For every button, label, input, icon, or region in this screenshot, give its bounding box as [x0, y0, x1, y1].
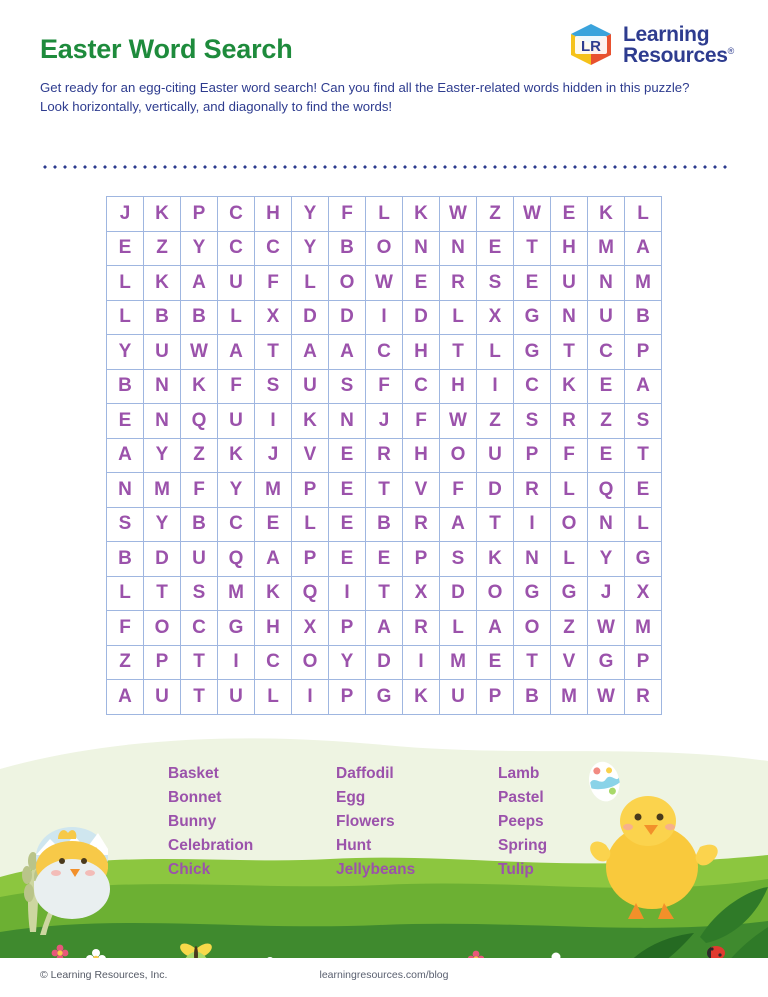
- grid-cell[interactable]: T: [477, 507, 514, 542]
- grid-cell[interactable]: V: [551, 645, 588, 680]
- grid-cell[interactable]: T: [514, 645, 551, 680]
- grid-cell[interactable]: K: [477, 542, 514, 577]
- grid-cell[interactable]: O: [477, 576, 514, 611]
- grid-cell[interactable]: A: [255, 542, 292, 577]
- grid-row: [107, 611, 662, 646]
- grid-row: [107, 231, 662, 266]
- grid-cell[interactable]: Z: [477, 404, 514, 439]
- list-item: Daffodil: [336, 765, 394, 782]
- grid-cell[interactable]: O: [144, 611, 181, 646]
- grid-cell[interactable]: M: [440, 645, 477, 680]
- grid-cell[interactable]: W: [588, 611, 625, 646]
- grid-cell[interactable]: S: [625, 404, 662, 439]
- grid-cell[interactable]: K: [144, 266, 181, 301]
- list-item: Chick: [168, 861, 211, 878]
- grid-cell[interactable]: Y: [107, 335, 144, 370]
- grid-cell[interactable]: M: [144, 473, 181, 508]
- grid-cell[interactable]: I: [292, 680, 329, 715]
- grid-cell[interactable]: N: [107, 473, 144, 508]
- grid-cell[interactable]: A: [329, 335, 366, 370]
- grid-cell[interactable]: Y: [588, 542, 625, 577]
- grid-cell[interactable]: M: [588, 231, 625, 266]
- grid-cell[interactable]: T: [625, 438, 662, 473]
- grid-cell[interactable]: U: [144, 335, 181, 370]
- grid-cell[interactable]: G: [514, 576, 551, 611]
- grid-cell[interactable]: P: [329, 680, 366, 715]
- grid-cell[interactable]: E: [329, 473, 366, 508]
- grid-cell[interactable]: N: [514, 542, 551, 577]
- grid-cell[interactable]: Q: [588, 473, 625, 508]
- grid-cell[interactable]: J: [366, 404, 403, 439]
- grid-cell[interactable]: O: [551, 507, 588, 542]
- grid-cell[interactable]: O: [440, 438, 477, 473]
- grid-cell[interactable]: G: [551, 576, 588, 611]
- grid-cell[interactable]: G: [218, 611, 255, 646]
- grid-cell[interactable]: Z: [477, 197, 514, 232]
- grid-cell[interactable]: H: [440, 369, 477, 404]
- logo-line-1: Learning: [622, 23, 710, 46]
- grid-cell[interactable]: N: [329, 404, 366, 439]
- list-item: Hunt: [336, 837, 372, 854]
- grid-row: [107, 266, 662, 301]
- grid-cell[interactable]: R: [514, 473, 551, 508]
- grid-cell[interactable]: P: [181, 197, 218, 232]
- grid-cell[interactable]: H: [255, 611, 292, 646]
- grid-cell[interactable]: F: [366, 369, 403, 404]
- grid-cell[interactable]: T: [514, 231, 551, 266]
- grid-cell[interactable]: A: [181, 266, 218, 301]
- grid-cell[interactable]: A: [107, 438, 144, 473]
- grid-cell[interactable]: P: [625, 335, 662, 370]
- grid-cell[interactable]: D: [477, 473, 514, 508]
- grid-cell[interactable]: Y: [144, 507, 181, 542]
- grid-cell[interactable]: M: [218, 576, 255, 611]
- grid-cell[interactable]: G: [514, 335, 551, 370]
- grid-cell[interactable]: Z: [551, 611, 588, 646]
- grid-cell[interactable]: H: [403, 335, 440, 370]
- grid-cell[interactable]: B: [107, 369, 144, 404]
- grid-cell[interactable]: E: [514, 266, 551, 301]
- learning-resources-cube-icon: [568, 22, 614, 68]
- grid-cell[interactable]: L: [218, 300, 255, 335]
- grid-cell[interactable]: R: [403, 611, 440, 646]
- grid-cell[interactable]: Y: [181, 231, 218, 266]
- grid-cell[interactable]: L: [625, 507, 662, 542]
- bottom-illustration-scene: [0, 727, 768, 992]
- grid-cell[interactable]: T: [366, 473, 403, 508]
- grid-cell[interactable]: F: [440, 473, 477, 508]
- grid-cell[interactable]: X: [403, 576, 440, 611]
- page-footer: [0, 958, 768, 992]
- grid-row: [107, 300, 662, 335]
- grid-cell[interactable]: R: [366, 438, 403, 473]
- list-item: Flowers: [336, 813, 395, 830]
- grid-cell[interactable]: S: [181, 576, 218, 611]
- grid-row: [107, 507, 662, 542]
- grid-cell[interactable]: W: [588, 680, 625, 715]
- grid-cell[interactable]: K: [403, 197, 440, 232]
- grid-cell[interactable]: E: [625, 473, 662, 508]
- grid-cell[interactable]: C: [181, 611, 218, 646]
- grid-cell[interactable]: I: [403, 645, 440, 680]
- grid-cell[interactable]: N: [144, 369, 181, 404]
- list-item: Basket: [168, 765, 219, 782]
- grid-cell[interactable]: G: [588, 645, 625, 680]
- grid-cell[interactable]: S: [255, 369, 292, 404]
- grid-cell[interactable]: E: [329, 542, 366, 577]
- word-search-grid-container: [106, 196, 662, 715]
- grid-cell[interactable]: U: [477, 438, 514, 473]
- grid-cell[interactable]: V: [403, 473, 440, 508]
- grid-cell[interactable]: F: [329, 197, 366, 232]
- grid-cell[interactable]: K: [551, 369, 588, 404]
- grid-cell[interactable]: P: [514, 438, 551, 473]
- grid-cell[interactable]: C: [218, 507, 255, 542]
- grid-cell[interactable]: L: [551, 473, 588, 508]
- grid-cell[interactable]: Z: [144, 231, 181, 266]
- grid-cell[interactable]: L: [625, 197, 662, 232]
- word-list-column-2: [336, 763, 498, 881]
- grid-cell[interactable]: E: [477, 645, 514, 680]
- grid-cell[interactable]: Z: [107, 645, 144, 680]
- grid-cell[interactable]: T: [181, 645, 218, 680]
- dotted-divider: [40, 164, 728, 170]
- grid-cell[interactable]: Z: [181, 438, 218, 473]
- word-list-column-1: [168, 763, 336, 881]
- word-search-grid[interactable]: [106, 196, 662, 715]
- grid-cell[interactable]: I: [218, 645, 255, 680]
- grid-cell[interactable]: E: [107, 231, 144, 266]
- grid-cell[interactable]: O: [366, 231, 403, 266]
- grid-row: [107, 335, 662, 370]
- grid-cell[interactable]: A: [625, 369, 662, 404]
- grid-cell[interactable]: I: [329, 576, 366, 611]
- grid-cell[interactable]: J: [588, 576, 625, 611]
- grid-cell[interactable]: C: [403, 369, 440, 404]
- grid-cell[interactable]: W: [514, 197, 551, 232]
- grid-cell[interactable]: S: [329, 369, 366, 404]
- grid-cell[interactable]: D: [440, 576, 477, 611]
- grid-cell[interactable]: K: [403, 680, 440, 715]
- grid-cell[interactable]: Y: [292, 231, 329, 266]
- grid-cell[interactable]: E: [588, 369, 625, 404]
- grid-cell[interactable]: R: [403, 507, 440, 542]
- grid-cell[interactable]: B: [107, 542, 144, 577]
- grid-cell[interactable]: U: [218, 266, 255, 301]
- grid-cell[interactable]: H: [255, 197, 292, 232]
- registered-mark: ®: [727, 46, 734, 56]
- grid-cell[interactable]: U: [144, 680, 181, 715]
- grid-cell[interactable]: B: [181, 300, 218, 335]
- grid-cell[interactable]: W: [181, 335, 218, 370]
- grid-cell[interactable]: S: [440, 542, 477, 577]
- grid-cell[interactable]: C: [255, 645, 292, 680]
- grid-cell[interactable]: R: [625, 680, 662, 715]
- grid-cell[interactable]: L: [477, 335, 514, 370]
- grid-cell[interactable]: A: [477, 611, 514, 646]
- list-item: Egg: [336, 789, 366, 806]
- grid-cell[interactable]: S: [107, 507, 144, 542]
- grid-cell[interactable]: B: [181, 507, 218, 542]
- grid-row: [107, 680, 662, 715]
- grid-row: [107, 576, 662, 611]
- grid-cell[interactable]: P: [477, 680, 514, 715]
- grid-cell[interactable]: U: [551, 266, 588, 301]
- grid-cell[interactable]: T: [255, 335, 292, 370]
- grid-cell[interactable]: K: [144, 197, 181, 232]
- grid-cell[interactable]: B: [625, 300, 662, 335]
- grid-cell[interactable]: T: [366, 576, 403, 611]
- grid-cell[interactable]: B: [144, 300, 181, 335]
- word-list-column-3: [498, 763, 618, 881]
- intro-text: Get ready for an egg-citing Easter word search! Can you find all the Easter-related words hidden in this puzzle? Look horizontally, vertically, and diagonally to find the words!: [40, 80, 690, 115]
- grid-cell[interactable]: W: [440, 197, 477, 232]
- grid-cell[interactable]: I: [255, 404, 292, 439]
- grid-cell[interactable]: R: [440, 266, 477, 301]
- grid-cell[interactable]: T: [551, 335, 588, 370]
- grid-cell[interactable]: D: [329, 300, 366, 335]
- grid-cell[interactable]: C: [255, 231, 292, 266]
- grid-cell[interactable]: V: [292, 438, 329, 473]
- grid-cell[interactable]: Y: [329, 645, 366, 680]
- grid-cell[interactable]: Y: [144, 438, 181, 473]
- grid-cell[interactable]: E: [477, 231, 514, 266]
- grid-row: [107, 197, 662, 232]
- list-item: Bunny: [168, 813, 217, 830]
- grid-cell[interactable]: D: [366, 645, 403, 680]
- list-item: Spring: [498, 837, 548, 854]
- grid-cell[interactable]: N: [588, 507, 625, 542]
- grid-cell[interactable]: P: [329, 611, 366, 646]
- grid-cell[interactable]: U: [181, 542, 218, 577]
- grid-cell[interactable]: T: [440, 335, 477, 370]
- grid-cell[interactable]: O: [292, 645, 329, 680]
- grid-cell[interactable]: F: [403, 404, 440, 439]
- grid-row: [107, 645, 662, 680]
- grid-cell[interactable]: A: [107, 680, 144, 715]
- grid-cell[interactable]: C: [218, 197, 255, 232]
- grid-cell[interactable]: C: [588, 335, 625, 370]
- logo-wordmark: [623, 24, 734, 66]
- grid-cell[interactable]: D: [292, 300, 329, 335]
- grid-cell[interactable]: P: [625, 645, 662, 680]
- footer-url[interactable]: learningresources.com/blog: [319, 969, 449, 981]
- list-item: Lamb: [498, 765, 540, 782]
- grid-cell[interactable]: H: [403, 438, 440, 473]
- grid-cell[interactable]: X: [292, 611, 329, 646]
- grid-cell[interactable]: A: [366, 611, 403, 646]
- copyright-text: © Learning Resources, Inc.: [40, 969, 168, 981]
- grid-cell[interactable]: Q: [292, 576, 329, 611]
- grid-cell[interactable]: B: [514, 680, 551, 715]
- grid-cell[interactable]: T: [181, 680, 218, 715]
- grid-cell[interactable]: A: [218, 335, 255, 370]
- grid-cell[interactable]: P: [292, 473, 329, 508]
- grid-cell[interactable]: K: [292, 404, 329, 439]
- grid-cell[interactable]: S: [477, 266, 514, 301]
- grid-cell[interactable]: Q: [218, 542, 255, 577]
- grid-cell[interactable]: I: [514, 507, 551, 542]
- grid-cell[interactable]: E: [107, 404, 144, 439]
- grid-cell[interactable]: M: [625, 611, 662, 646]
- grid-cell[interactable]: F: [551, 438, 588, 473]
- grid-cell[interactable]: N: [403, 231, 440, 266]
- grid-cell[interactable]: C: [366, 335, 403, 370]
- grid-cell[interactable]: P: [403, 542, 440, 577]
- grid-cell[interactable]: U: [218, 680, 255, 715]
- grid-cell[interactable]: Y: [218, 473, 255, 508]
- grid-cell[interactable]: E: [366, 542, 403, 577]
- grid-cell[interactable]: E: [255, 507, 292, 542]
- grid-cell[interactable]: Z: [588, 404, 625, 439]
- grid-row: [107, 473, 662, 508]
- grid-cell[interactable]: O: [329, 266, 366, 301]
- grid-cell[interactable]: K: [588, 197, 625, 232]
- grid-cell[interactable]: E: [329, 438, 366, 473]
- grid-cell[interactable]: U: [440, 680, 477, 715]
- grid-cell[interactable]: T: [144, 576, 181, 611]
- list-item: Tulip: [498, 861, 534, 878]
- grid-cell[interactable]: P: [292, 542, 329, 577]
- grid-cell[interactable]: M: [255, 473, 292, 508]
- grid-cell[interactable]: L: [255, 680, 292, 715]
- grid-cell[interactable]: P: [144, 645, 181, 680]
- grid-cell[interactable]: A: [440, 507, 477, 542]
- grid-cell[interactable]: O: [514, 611, 551, 646]
- grid-cell[interactable]: E: [403, 266, 440, 301]
- grid-cell[interactable]: B: [366, 507, 403, 542]
- word-list: [168, 763, 618, 881]
- grid-cell[interactable]: D: [403, 300, 440, 335]
- grid-cell[interactable]: L: [440, 611, 477, 646]
- grid-cell[interactable]: U: [588, 300, 625, 335]
- grid-cell[interactable]: L: [551, 542, 588, 577]
- grid-row: [107, 404, 662, 439]
- grid-cell[interactable]: F: [255, 266, 292, 301]
- grid-cell[interactable]: C: [514, 369, 551, 404]
- grid-cell[interactable]: X: [477, 300, 514, 335]
- grid-row: [107, 369, 662, 404]
- grid-cell[interactable]: U: [218, 404, 255, 439]
- grid-cell[interactable]: S: [514, 404, 551, 439]
- grid-cell[interactable]: F: [107, 611, 144, 646]
- grid-cell[interactable]: L: [107, 576, 144, 611]
- page-header: [0, 0, 768, 150]
- grid-cell[interactable]: D: [144, 542, 181, 577]
- grid-cell[interactable]: G: [625, 542, 662, 577]
- grid-cell[interactable]: X: [255, 300, 292, 335]
- grid-cell[interactable]: M: [625, 266, 662, 301]
- grid-cell[interactable]: I: [477, 369, 514, 404]
- grid-cell[interactable]: F: [218, 369, 255, 404]
- list-item: Bonnet: [168, 789, 222, 806]
- page-title: Easter Word Search: [40, 34, 293, 64]
- grid-cell[interactable]: N: [144, 404, 181, 439]
- grid-cell[interactable]: H: [551, 231, 588, 266]
- grid-cell[interactable]: J: [107, 197, 144, 232]
- grid-row: [107, 438, 662, 473]
- grid-cell[interactable]: R: [551, 404, 588, 439]
- grid-cell[interactable]: X: [625, 576, 662, 611]
- grid-cell[interactable]: L: [292, 507, 329, 542]
- grid-cell[interactable]: J: [255, 438, 292, 473]
- grid-cell[interactable]: G: [514, 300, 551, 335]
- grid-cell[interactable]: C: [218, 231, 255, 266]
- list-item: Jellybeans: [336, 861, 416, 878]
- grid-cell[interactable]: Y: [292, 197, 329, 232]
- grid-cell[interactable]: L: [366, 197, 403, 232]
- logo-line-2: Resources®: [622, 44, 734, 67]
- grid-cell[interactable]: Q: [181, 404, 218, 439]
- grid-cell[interactable]: E: [329, 507, 366, 542]
- grid-cell[interactable]: E: [588, 438, 625, 473]
- list-item: Peeps: [498, 813, 544, 830]
- grid-cell[interactable]: U: [292, 369, 329, 404]
- brand-logo: [568, 22, 734, 68]
- grid-cell[interactable]: E: [551, 197, 588, 232]
- grid-cell[interactable]: G: [366, 680, 403, 715]
- grid-cell[interactable]: W: [366, 266, 403, 301]
- grid-cell[interactable]: K: [255, 576, 292, 611]
- grid-cell[interactable]: K: [181, 369, 218, 404]
- grid-cell[interactable]: L: [440, 300, 477, 335]
- svg-text:LR: LR: [580, 38, 601, 55]
- grid-cell[interactable]: N: [588, 266, 625, 301]
- grid-row: [107, 542, 662, 577]
- grid-cell[interactable]: K: [218, 438, 255, 473]
- grid-cell[interactable]: I: [366, 300, 403, 335]
- grid-cell[interactable]: A: [292, 335, 329, 370]
- list-item: Pastel: [498, 789, 544, 806]
- grid-cell[interactable]: N: [440, 231, 477, 266]
- grid-cell[interactable]: W: [440, 404, 477, 439]
- list-item: Celebration: [168, 837, 254, 854]
- grid-cell[interactable]: B: [329, 231, 366, 266]
- grid-cell[interactable]: L: [107, 266, 144, 301]
- grid-cell[interactable]: N: [551, 300, 588, 335]
- grid-cell[interactable]: F: [181, 473, 218, 508]
- grid-cell[interactable]: L: [292, 266, 329, 301]
- grid-cell[interactable]: A: [625, 231, 662, 266]
- grid-cell[interactable]: M: [551, 680, 588, 715]
- grid-cell[interactable]: L: [107, 300, 144, 335]
